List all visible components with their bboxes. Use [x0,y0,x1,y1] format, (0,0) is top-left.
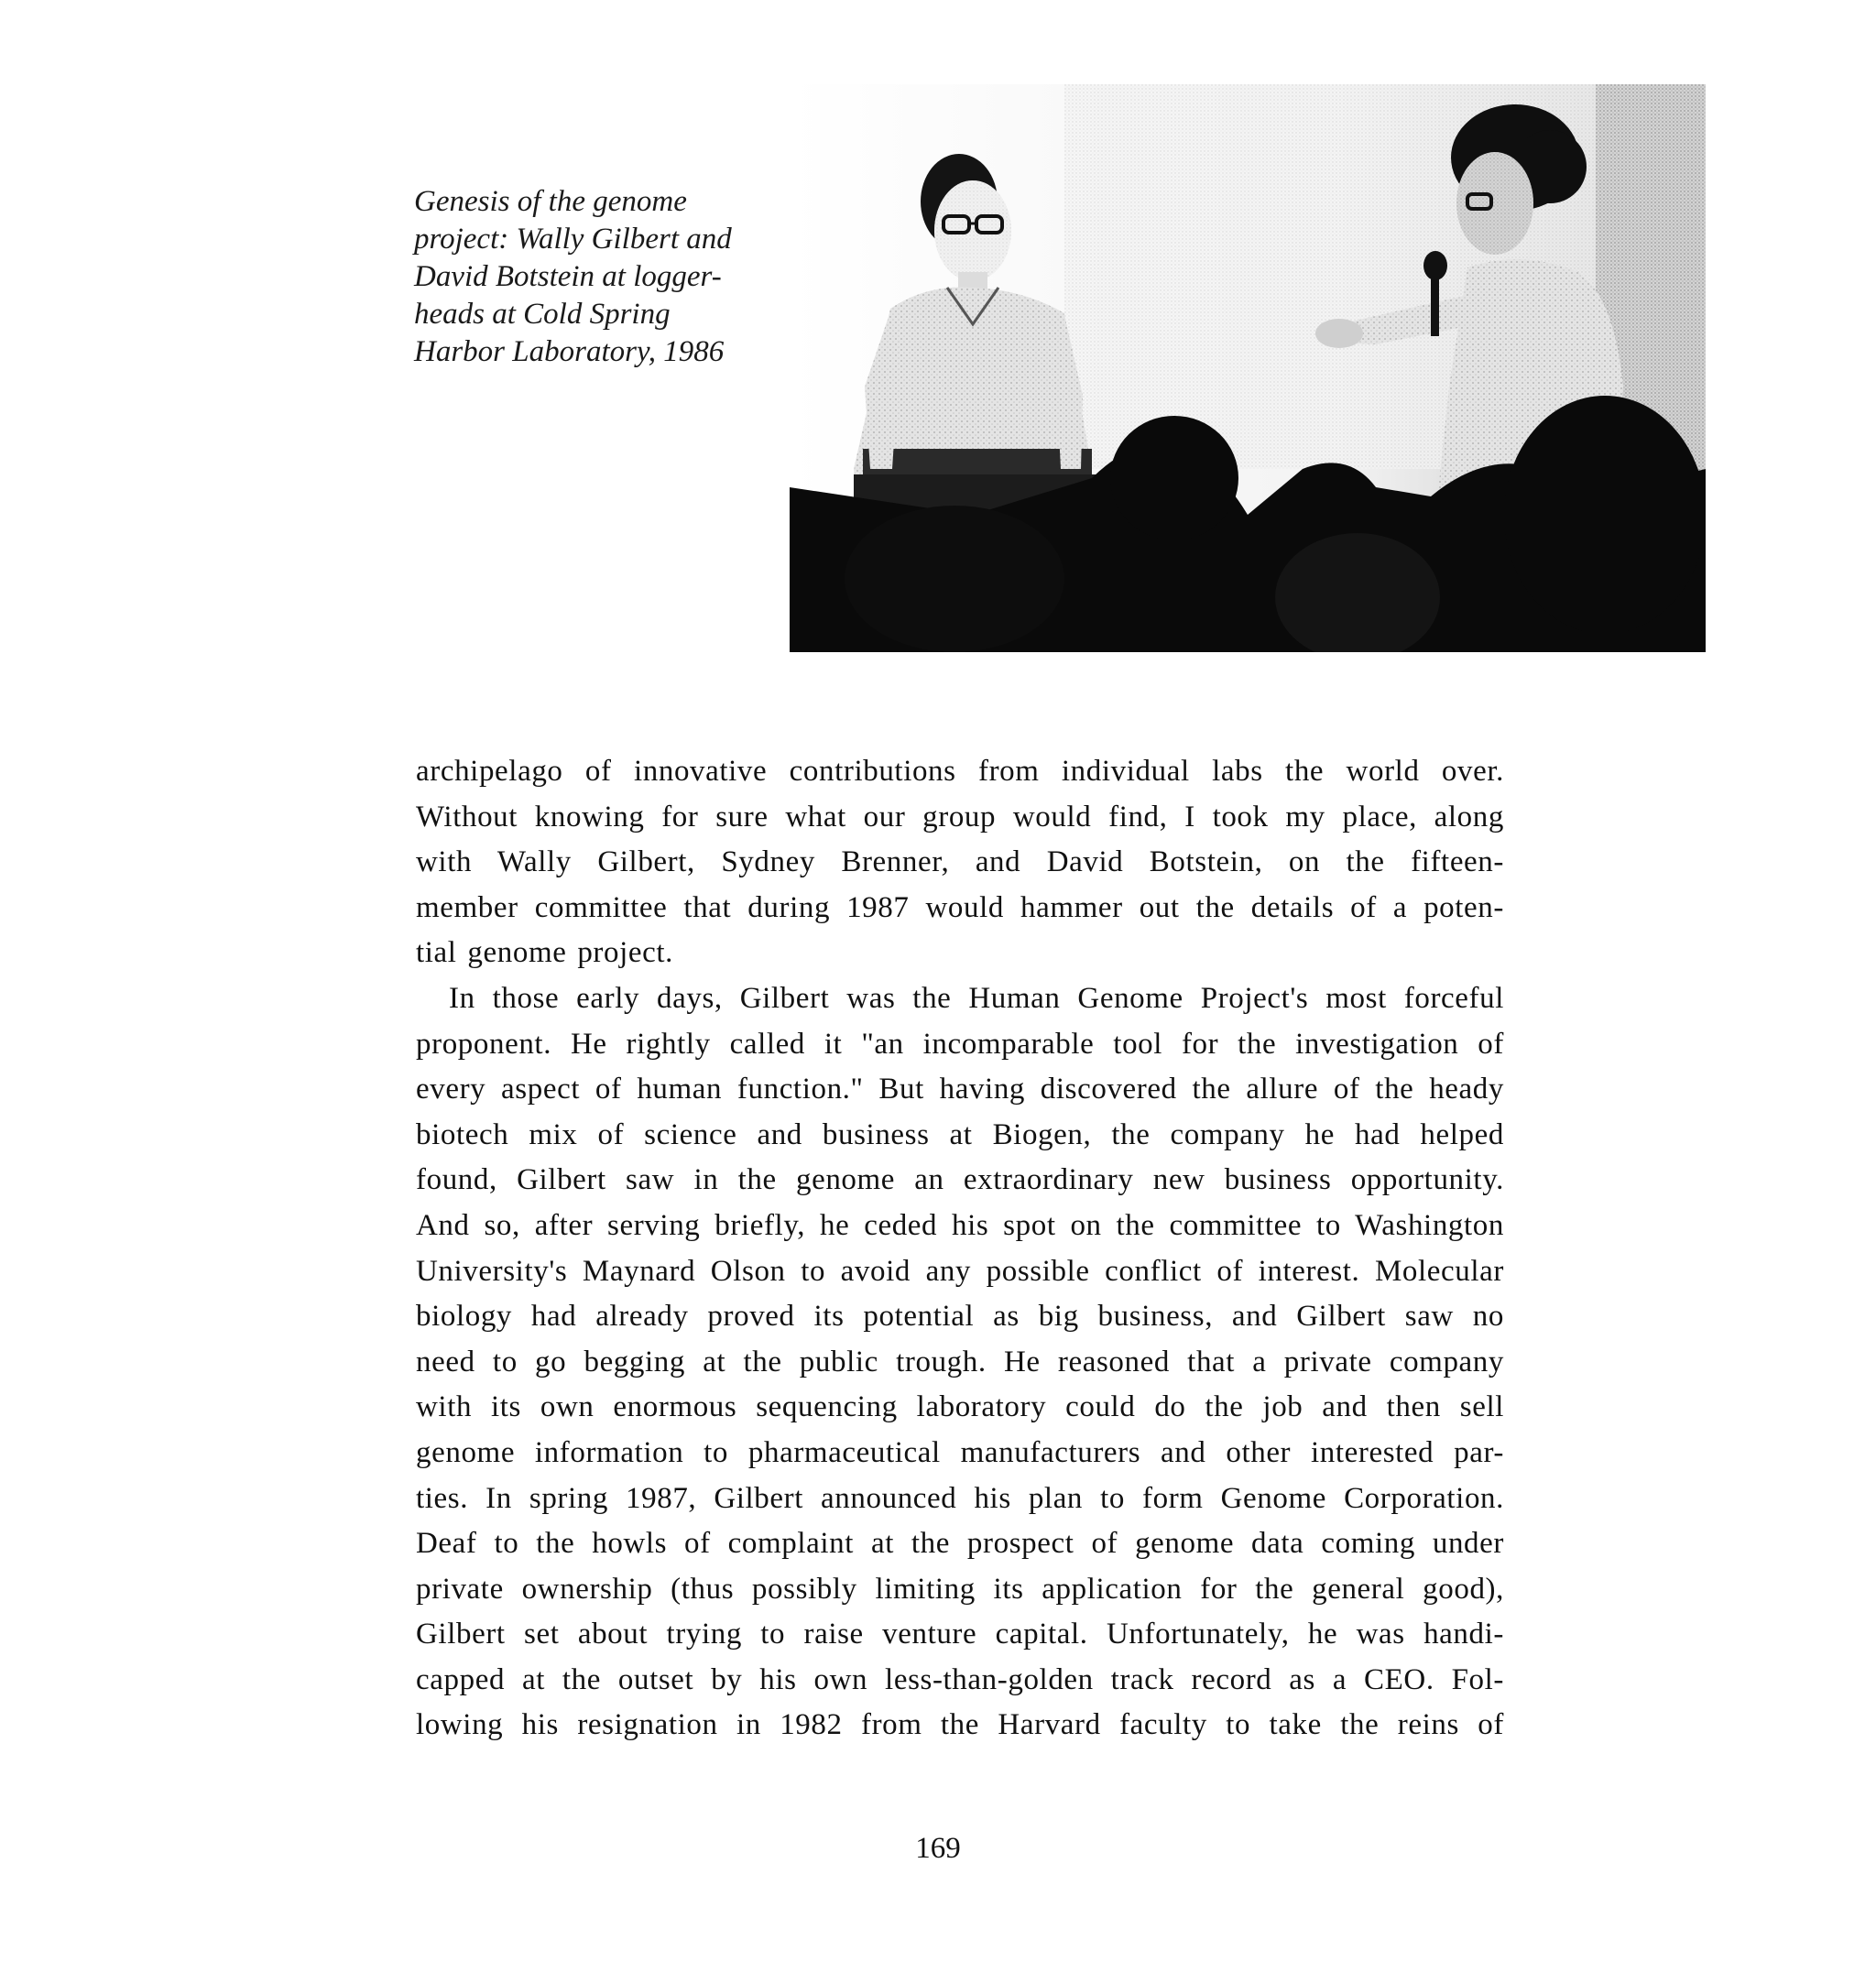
text-line: Without knowing for sure what our group would find, I took my place, along [416,800,1504,834]
photo-caption [414,183,744,371]
text-line: lowing his resignation in 1982 from the Harvard faculty to take the reins of [416,1708,1504,1742]
text-line: Deaf to the howls of complaint at the prospect of genome data coming under [416,1527,1504,1561]
text-line: member committee that during 1987 would hammer out the details of a poten- [416,890,1504,924]
text-line: biotech mix of science and business at Biogen, the company he had helped [416,1117,1504,1151]
text-line: capped at the outset by his own less-than-golden track record as a CEO. Fol- [416,1662,1504,1696]
caption-line: David Botstein at logger- [414,260,722,293]
text-line: genome information to pharmaceutical manufacturers and other interested par- [416,1435,1504,1469]
text-line: Gilbert set about trying to raise venture capital. Unfortunately, he was handi- [416,1618,1504,1651]
caption-line: Harbor Laboratory, 1986 [414,335,725,368]
caption-line: project: Wally Gilbert and [414,223,732,256]
page-number: 169 [915,1832,961,1865]
text-line: private ownership (thus possibly limiting its application for the general good), [416,1572,1504,1606]
text-line: In those early days, Gilbert was the Human Genome Project's most forceful [449,981,1504,1015]
text-line: archipelago of innovative contributions from individual labs the world over. [416,755,1504,788]
text-line: tial genome project. [416,936,673,970]
text-line: with Wally Gilbert, Sydney Brenner, and David Botstein, on the fifteen- [416,845,1504,879]
paragraph [416,749,1504,976]
photograph [790,84,1706,652]
text-line: with its own enormous sequencing laboratory could do the job and then sell [416,1390,1504,1424]
text-line: proponent. He rightly called it "an incomparable tool for the investigation of [416,1027,1504,1061]
text-line: University's Maynard Olson to avoid any possible conflict of interest. Molecular [416,1254,1504,1288]
text-line: need to go begging at the public trough. He reasoned that a private company [416,1345,1504,1378]
caption-line: Genesis of the genome [414,185,687,218]
caption-line: heads at Cold Spring [414,298,671,331]
text-line: And so, after serving briefly, he ceded his spot on the committee to Washington [416,1208,1504,1242]
photograph-icon [790,84,1706,652]
text-line: biology had already proved its potential as big business, and Gilbert saw no [416,1300,1504,1334]
text-line: found, Gilbert saw in the genome an extraordinary new business opportunity. [416,1163,1504,1197]
paragraph [416,976,1504,1749]
text-line: ties. In spring 1987, Gilbert announced his plan to form Genome Corporation. [416,1481,1504,1515]
body-text [416,749,1504,1749]
text-line: every aspect of human function." But having discovered the allure of the heady [416,1073,1504,1106]
